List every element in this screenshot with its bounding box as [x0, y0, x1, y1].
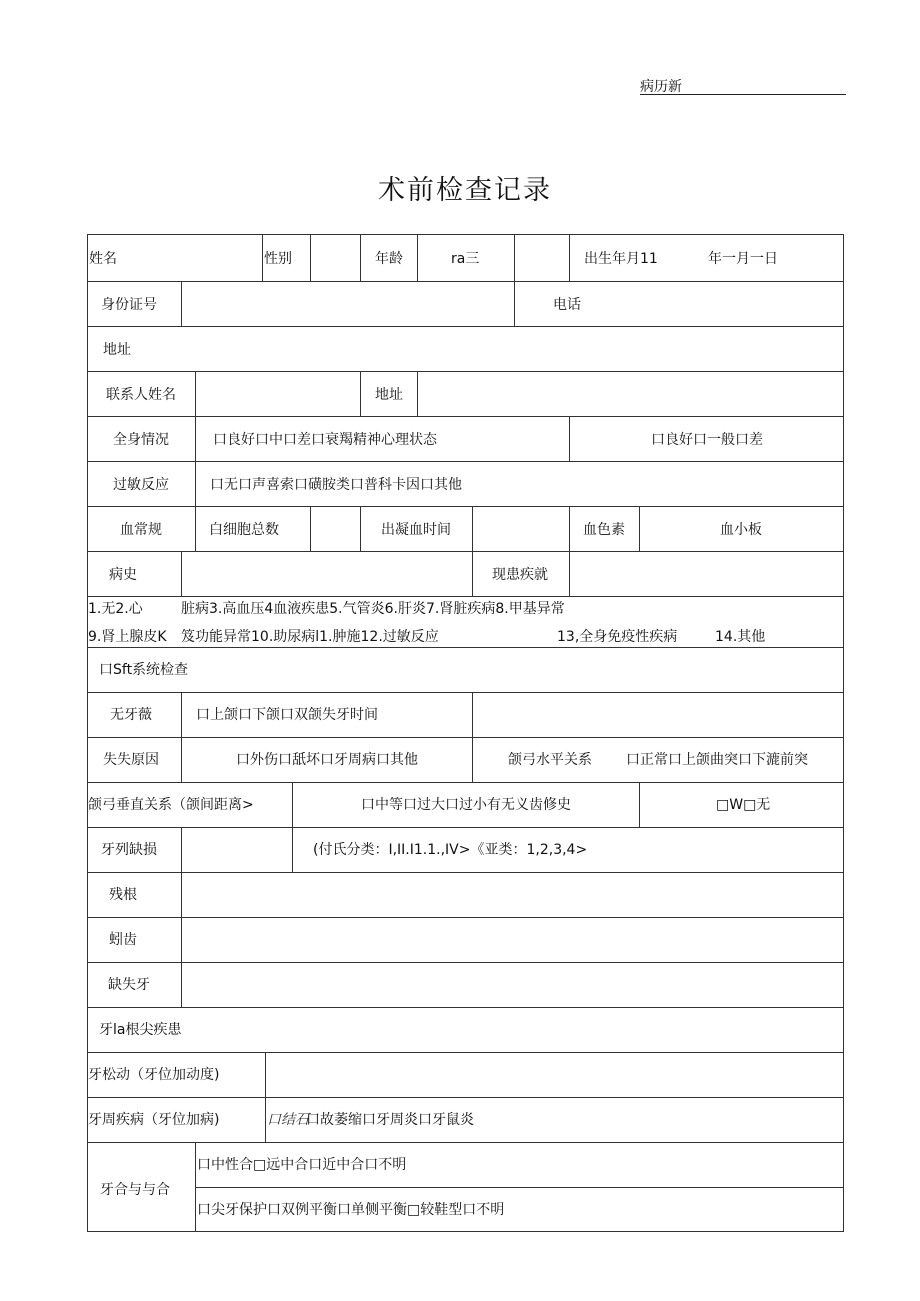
col-divider: [195, 506, 196, 551]
missing-teeth-label: 缺失牙: [108, 977, 150, 993]
row-divider: [87, 326, 844, 327]
tooth-mobility-label: 牙松动（牙位加动度): [88, 1067, 220, 1083]
age-label: 年龄: [375, 251, 403, 267]
col-divider: [181, 692, 182, 737]
col-divider: [417, 371, 418, 416]
col-divider: [195, 416, 196, 461]
residual-root-label: 残根: [109, 887, 137, 903]
row-divider: [87, 596, 844, 597]
edentulous-options[interactable]: 口上颌口下颌口双颌失牙时间: [196, 707, 378, 723]
row-divider: [87, 827, 844, 828]
record-number-field[interactable]: [640, 94, 846, 95]
arch-vertical-options[interactable]: 口中等口过大口过小有无义齿修史: [361, 797, 571, 813]
col-divider: [181, 962, 182, 1007]
birth-label: 出生年月11: [584, 251, 658, 267]
denture-history-options[interactable]: □W□无: [716, 797, 771, 813]
col-divider: [360, 234, 361, 281]
arch-horizontal-label: 颌弓水平关系: [508, 752, 592, 768]
current-disease-label: 现患疾就: [492, 567, 548, 583]
hemoglobin-label: 血色素: [583, 522, 625, 538]
row-divider: [87, 1052, 844, 1053]
col-divider: [514, 281, 515, 326]
col-divider: [472, 692, 473, 737]
disease-item-14: 14.其他: [715, 629, 766, 645]
page-title: 术前检查记录: [378, 175, 552, 206]
row-divider: [87, 506, 844, 507]
age-value: ra三: [451, 251, 480, 267]
row-divider: [87, 461, 844, 462]
row-divider: [87, 371, 844, 372]
arch-horizontal-options[interactable]: 口正常口上颌曲突口下漉前突: [626, 752, 808, 768]
col-divider: [292, 827, 293, 872]
col-divider: [181, 737, 182, 782]
col-divider: [639, 782, 640, 827]
row-divider: [87, 281, 844, 282]
periodontal-options[interactable]: 口故萎缩口牙周炎口牙鼠炎: [306, 1112, 474, 1128]
caries-label: 蚓齿: [109, 932, 137, 948]
row-divider: [87, 647, 844, 648]
record-number-label: 病历新: [640, 79, 682, 95]
col-divider: [262, 234, 263, 281]
col-divider: [360, 371, 361, 416]
col-divider: [569, 506, 570, 551]
row-divider: [87, 782, 844, 783]
col-divider: [195, 461, 196, 506]
col-divider: [181, 281, 182, 326]
row-divider: [87, 962, 844, 963]
periapical-disease-label: 牙la根尖疾患: [99, 1022, 182, 1038]
row-divider: [87, 416, 844, 417]
name-label: 姓名: [89, 251, 117, 267]
row-divider: [87, 551, 844, 552]
col-divider: [195, 1142, 196, 1232]
col-divider: [639, 506, 640, 551]
address-label: 地址: [103, 342, 131, 358]
edentulous-label: 无牙薇: [110, 707, 152, 723]
row-divider: [87, 872, 844, 873]
allergy-options[interactable]: 口无口声喜索口磺胺类口普科卡因口其他: [210, 477, 462, 493]
disease-list-line2-left: 9.肾上腺皮K: [88, 629, 167, 645]
col-divider: [569, 551, 570, 596]
occlusion-type-options[interactable]: 口中性合□远中合口近中合口不明: [197, 1157, 407, 1173]
col-divider: [360, 506, 361, 551]
col-divider: [472, 506, 473, 551]
dentition-defect-label: 牙列缺损: [101, 842, 157, 858]
row-divider: [87, 737, 844, 738]
general-condition-label: 全身情况: [113, 432, 169, 448]
row-divider: [195, 1187, 844, 1188]
col-divider: [181, 872, 182, 917]
clotting-time-label: 出凝血时间: [381, 522, 451, 538]
col-divider: [569, 234, 570, 281]
col-divider: [472, 551, 473, 596]
col-divider: [265, 1052, 266, 1097]
medical-history-label: 病史: [109, 567, 137, 583]
col-divider: [472, 737, 473, 782]
col-divider: [265, 1097, 266, 1142]
disease-list-line1-left: 1.无2.心: [88, 601, 143, 617]
general-condition-options[interactable]: 口良好口中口差口衰羯精神心理状态: [213, 432, 437, 448]
row-divider: [87, 692, 844, 693]
wbc-label: 白细胞总数: [209, 522, 279, 538]
col-divider: [195, 371, 196, 416]
col-divider: [569, 416, 570, 461]
mental-state-options[interactable]: 口良好口一般口差: [651, 432, 763, 448]
birth-date-format: 年一月一日: [708, 251, 778, 267]
col-divider: [417, 234, 418, 281]
disease-item-13: 13,全身免疫性疾病: [557, 629, 678, 645]
disease-list-line2-right: 笈功能异常10.助尿病l1.肿施12.过敏反应: [181, 629, 439, 645]
phone-label: 电话: [553, 297, 581, 313]
disease-list-line1-right: 脏病3.高血压4血液疾患5.气管炎6.肝炎7.肾脏疾病8.甲基异常: [181, 601, 565, 617]
allergy-label: 过敏反应: [113, 477, 169, 493]
occlusion-label: 牙合与与合: [100, 1182, 170, 1198]
contact-name-label: 联系人姓名: [106, 387, 176, 403]
periodontal-disease-label: 牙周疾病（牙位加病): [88, 1112, 220, 1128]
occlusion-balance-options[interactable]: 口尖牙保护口双例平衡口单侧平衡□较鞋型口不明: [197, 1202, 505, 1218]
col-divider: [181, 551, 182, 596]
col-divider: [310, 506, 311, 551]
row-divider: [87, 1007, 844, 1008]
id-number-label: 身份证号: [101, 297, 157, 313]
row-divider: [87, 1142, 844, 1143]
row-divider: [87, 1097, 844, 1098]
col-divider: [310, 234, 311, 281]
col-divider: [181, 827, 182, 872]
contact-address-label: 地址: [375, 387, 403, 403]
gender-label: 性别: [264, 251, 292, 267]
periodontal-calculus-option[interactable]: 口结石: [267, 1112, 309, 1128]
platelet-label: 血小板: [720, 522, 762, 538]
oral-system-exam-heading: 口Sft系统检查: [99, 662, 189, 678]
tooth-loss-cause-options[interactable]: 口外伤口舐坏口牙周病口其他: [236, 752, 418, 768]
row-divider: [87, 917, 844, 918]
col-divider: [514, 234, 515, 281]
col-divider: [181, 917, 182, 962]
arch-vertical-label: 颌弓垂直关系（颌间距离>: [88, 797, 254, 813]
col-divider: [292, 782, 293, 827]
tooth-loss-cause-label: 失失原因: [103, 752, 159, 768]
blood-routine-label: 血常规: [120, 522, 162, 538]
dentition-classification: (付氏分类：I,II.I1.1.,IV>《亚类：1,2,3,4>: [313, 842, 588, 858]
